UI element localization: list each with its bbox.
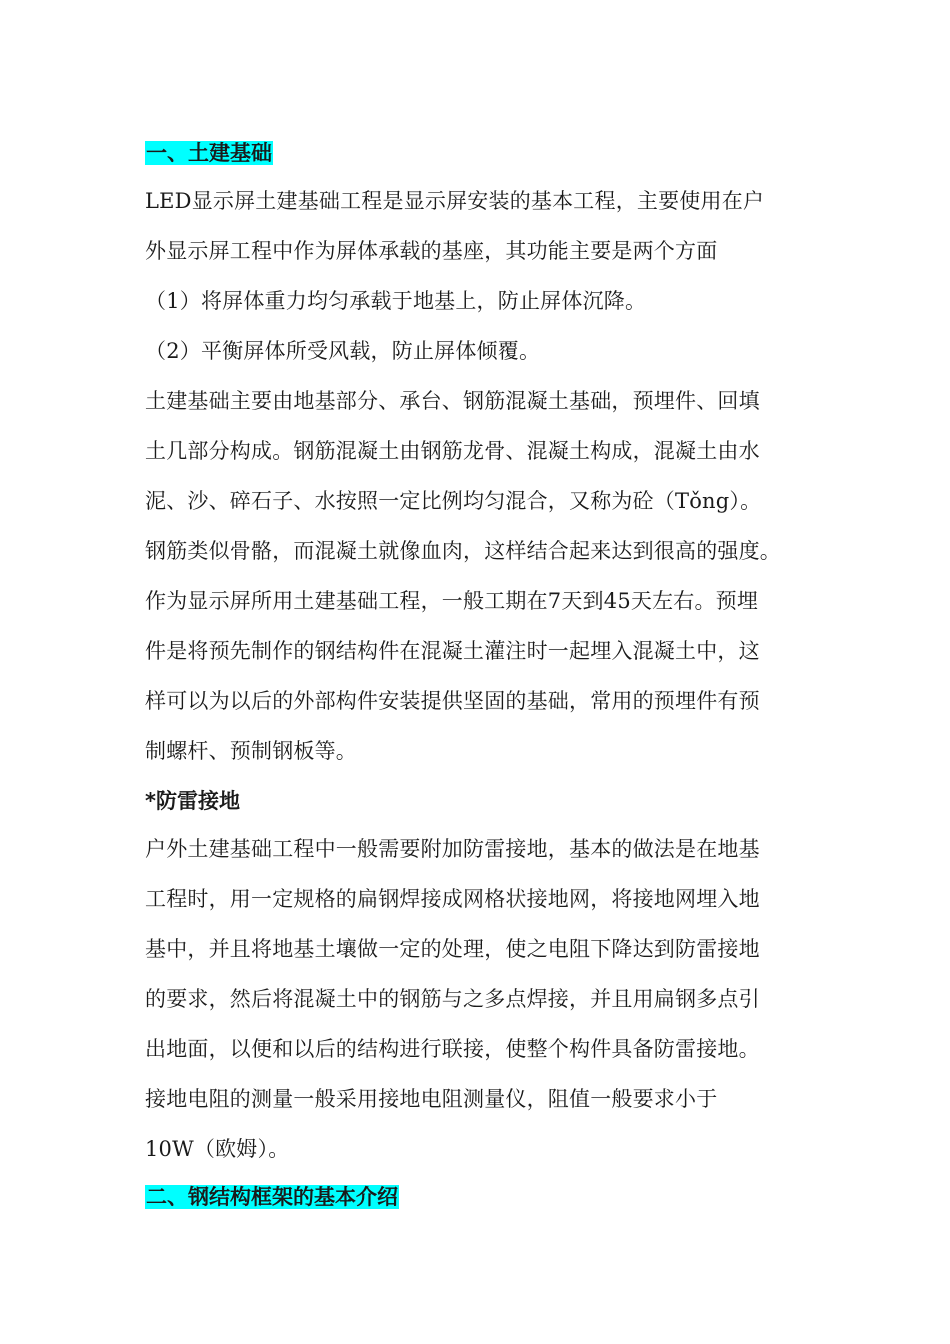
paragraph-line: LED显示屏土建基础工程是显示屏安装的基本工程，主要使用在户 (145, 189, 765, 213)
paragraph-line: 土建基础主要由地基部分、承台、钢筋混凝土基础，预埋件、回填 (145, 389, 760, 413)
section-1-heading (145, 139, 273, 167)
lightning-heading: *防雷接地 (145, 789, 240, 813)
paragraph-line: 土几部分构成。钢筋混凝土由钢筋龙骨、混凝土构成，混凝土由水 (145, 439, 760, 463)
paragraph-line: 件是将预先制作的钢结构件在混凝土灌注时一起埋入混凝土中，这 (145, 639, 760, 663)
paragraph-line: 基中，并且将地基土壤做一定的处理，使之电阻下降达到防雷接地 (145, 937, 760, 961)
paragraph-line: 10W（欧姆）。 (145, 1137, 290, 1161)
section-1-heading-text: 一、土建基础 (146, 141, 272, 165)
section-2-heading-text: 二、钢结构框架的基本介绍 (146, 1185, 398, 1209)
paragraph-line: 钢筋类似骨骼，而混凝土就像血肉，这样结合起来达到很高的强度。 (145, 539, 781, 563)
paragraph-line: 外显示屏工程中作为屏体承载的基座，其功能主要是两个方面 (145, 239, 718, 263)
paragraph-line: 接地电阻的测量一般采用接地电阻测量仪，阻值一般要求小于 (145, 1087, 718, 1111)
paragraph-line: 工程时，用一定规格的扁钢焊接成网格状接地网，将接地网埋入地 (145, 887, 760, 911)
paragraph-line: 出地面，以便和以后的结构进行联接，使整个构件具备防雷接地。 (145, 1037, 760, 1061)
paragraph-line: 样可以为以后的外部构件安装提供坚固的基础，常用的预埋件有预 (145, 689, 760, 713)
section-2-heading (145, 1183, 399, 1211)
paragraph-line: 的要求，然后将混凝土中的钢筋与之多点焊接，并且用扁钢多点引 (145, 987, 760, 1011)
list-item: （2）平衡屏体所受风载，防止屏体倾覆。 (145, 339, 541, 363)
paragraph-line: 泥、沙、碎石子、水按照一定比例均匀混合，又称为砼（Tǒng）。 (145, 489, 762, 513)
list-item: （1）将屏体重力均匀承载于地基上，防止屏体沉降。 (145, 289, 647, 313)
paragraph-line: 户外土建基础工程中一般需要附加防雷接地，基本的做法是在地基 (145, 837, 760, 861)
paragraph-line: 作为显示屏所用土建基础工程，一般工期在7天到45天左右。预埋 (145, 589, 759, 613)
paragraph-line: 制螺杆、预制钢板等。 (145, 739, 357, 763)
